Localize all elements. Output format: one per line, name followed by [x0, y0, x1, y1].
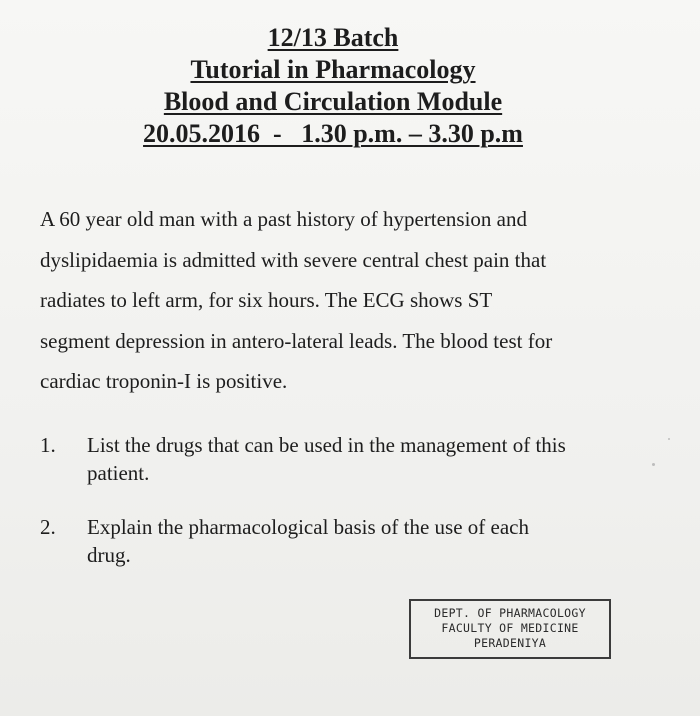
- question-text: [87, 513, 657, 569]
- date-time: 20.05.2016 - 1.30 p.m. – 3.30 p.m: [143, 119, 523, 148]
- paper-speck: [652, 463, 655, 466]
- case-description: [40, 199, 680, 402]
- case-line: segment depression in antero-lateral leads. The blood test for: [40, 328, 553, 353]
- stamp-line: DEPT. OF PHARMACOLOGY: [434, 606, 586, 620]
- module-title: Blood and Circulation Module: [163, 87, 503, 116]
- document-header: [0, 22, 666, 150]
- question-line: List the drugs that can be used in the management of this: [87, 433, 566, 457]
- question-line: Explain the pharmacological basis of the use of each: [87, 515, 530, 539]
- question-text: [87, 431, 657, 487]
- case-line: cardiac troponin-I is positive.: [40, 369, 288, 393]
- case-line: radiates to left arm, for six hours. The ECG shows ST: [40, 288, 493, 312]
- question-line: drug.: [87, 543, 131, 567]
- tutorial-title: Tutorial in Pharmacology: [190, 55, 476, 84]
- case-line: dyslipidaemia is admitted with severe central chest pain that: [40, 247, 547, 272]
- department-stamp: [409, 599, 611, 659]
- stamp-line: FACULTY OF MEDICINE: [441, 621, 579, 635]
- case-line: A 60 year old man with a past history of hypertension and: [40, 207, 527, 231]
- question-line: patient.: [87, 461, 150, 485]
- question-number: 2.: [40, 515, 56, 539]
- batch-heading: 12/13 Batch: [267, 23, 399, 52]
- paper-speck: [668, 438, 670, 440]
- question-number: 1.: [40, 433, 56, 457]
- stamp-line: PERADENIYA: [473, 636, 547, 650]
